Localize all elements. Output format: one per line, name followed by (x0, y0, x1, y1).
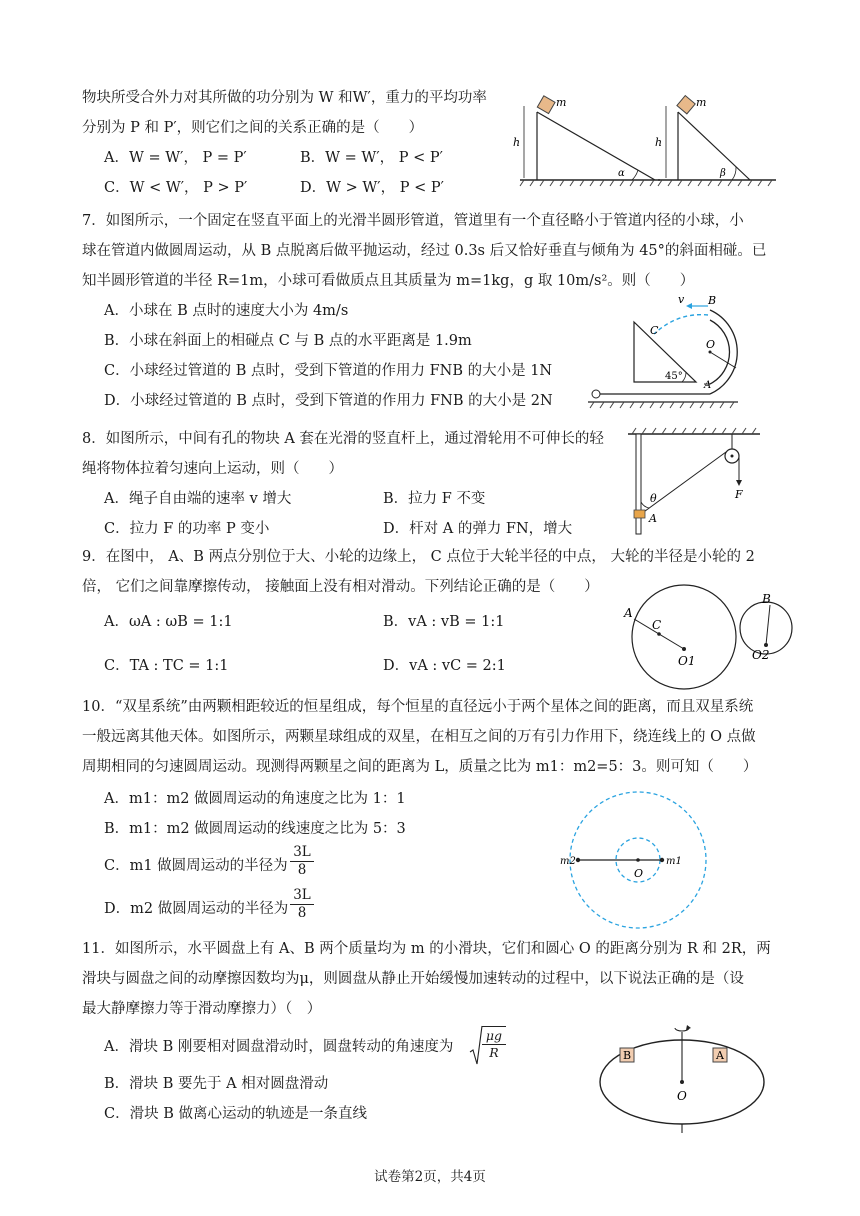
q9-fig-c: C (652, 618, 662, 632)
q9-line-1: 9．在图中， A、B 两点分别位于大、小轮的边缘上， C 点位于大轮半径的中点， 大轮的半径是小轮的 2 (82, 549, 755, 565)
q11-fig-a: A (716, 1049, 724, 1062)
q10-line-1: 10．“双星系统”由两颗相距较近的恒星组成，每个恒星的直径远小于两个星体之间的距离，而且双星系统 (82, 699, 754, 715)
q10-fraction-c-den: 8 (297, 862, 307, 878)
page-footer: 试卷第2页，共4页 (374, 1169, 486, 1185)
q9-option-a: A．ωA : ωB = 1:1 (104, 614, 233, 630)
q10-option-a: A．m1：m2 做圆周运动的角速度之比为 1：1 (104, 791, 406, 807)
q9-fig-a: A (624, 606, 633, 620)
q7-fig-a: A (704, 380, 712, 391)
q7-option-c: C．小球经过管道的 B 点时，受到下管道的作用力 FNB 的大小是 1N (104, 363, 553, 379)
q6-fig-m1: m (556, 96, 567, 109)
q11-sqrt-den: R (489, 1045, 499, 1060)
q10-fraction-d (290, 887, 314, 922)
q8-option-b: B．拉力 F 不变 (383, 491, 486, 507)
q11-line-2: 滑块与圆盘之间的动摩擦因数均为μ，则圆盘从静止开始缓慢加速转动的过程中，以下说法正确的是（设 (82, 971, 744, 987)
q8-line-1: 8．如图所示，中间有孔的物块 A 套在光滑的竖直杆上，通过滑轮用不可伸长的轻 (82, 431, 604, 447)
q8-fig-f: F (735, 488, 743, 501)
q10-fig-o: O (634, 867, 644, 880)
q7-fig-c: C (650, 324, 659, 337)
q11-fig-b: B (623, 1049, 632, 1062)
q11-sqrt-expression (469, 1024, 509, 1066)
q6-option-b: B．W = W′， P < P′ (300, 150, 443, 166)
q11-option-c: C．滑块 B 做离心运动的轨迹是一条直线 (104, 1106, 367, 1122)
q6-incline-figure (510, 92, 780, 192)
q10-option-d: D．m2 做圆周运动的半径为 (104, 901, 289, 917)
q11-option-b: B．滑块 B 要先于 A 相对圆盘滑动 (104, 1076, 329, 1092)
q6-line-2: 分别为 P 和 P′，则它们之间的关系正确的是（ ） (82, 120, 424, 136)
q11-line-3: 最大静摩擦力等于滑动摩擦力）（ ） (82, 1001, 322, 1017)
q11-sqrt-num: μg (482, 1028, 506, 1045)
q9-fig-b: B (762, 592, 771, 606)
q10-option-c: C．m1 做圆周运动的半径为 (104, 858, 288, 874)
q7-fig-v: v (678, 293, 685, 306)
q7-option-d: D．小球经过管道的 B 点时，受到下管道的作用力 FNB 的大小是 2N (104, 393, 553, 409)
q6-option-c: C．W < W′， P > P′ (104, 180, 248, 196)
q7-option-b: B．小球在斜面上的相碰点 C 与 B 点的水平距离是 1.9m (104, 333, 472, 349)
q10-fraction-c (290, 844, 314, 879)
q6-line-1: 物块所受合外力对其所做的功分别为 W 和W′，重力的平均功率 (82, 90, 487, 106)
q10-line-3: 周期相同的匀速圆周运动。现测得两颗星之间的距离为 L，质量之比为 m1：m2=5：3。则可知（ ） (82, 759, 758, 775)
q6-option-d: D．W > W′， P < P′ (300, 180, 444, 196)
q9-line-2: 倍， 它们之间靠摩擦传动， 接触面上没有相对滑动。下列结论正确的是（ ） (82, 579, 599, 595)
q11-option-a: A．滑块 B 刚要相对圆盘滑动时，圆盘转动的角速度为 (104, 1039, 454, 1055)
q10-binary-star-figure (558, 788, 708, 938)
q7-fig-o: O (706, 338, 716, 351)
q9-option-b: B．vA : vB = 1:1 (383, 614, 505, 630)
q8-fig-theta: θ (650, 492, 657, 505)
q9-option-d: D．vA : vC = 2:1 (383, 658, 506, 674)
q6-fig-alpha: α (618, 168, 625, 179)
q11-line-1: 11．如图所示，水平圆盘上有 A、B 两个质量均为 m 的小滑块，它们和圆心 O 的距离分别为 R 和 2R，两 (82, 941, 771, 957)
q7-fig-angle: 45° (665, 371, 683, 382)
q9-fig-o1: O1 (678, 654, 696, 668)
q8-pulley-figure (620, 424, 770, 536)
radical-sign-icon (469, 1024, 483, 1068)
q6-fig-h1: h (513, 136, 521, 149)
q6-option-a: A．W = W′， P = P′ (104, 150, 247, 166)
q7-line-1: 7．如图所示，一个固定在竖直平面上的光滑半圆形管道，管道里有一个直径略小于管道内径的小球，小 (82, 213, 744, 229)
q8-option-a: A．绳子自由端的速率 v 增大 (104, 491, 292, 507)
q6-fig-h2: h (655, 136, 663, 149)
q8-option-c: C．拉力 F 的功率 P 变小 (104, 521, 270, 537)
q9-wheels-figure (616, 583, 796, 693)
q10-option-b: B．m1：m2 做圆周运动的线速度之比为 5：3 (104, 821, 406, 837)
q11-fig-o: O (677, 1089, 687, 1103)
q9-fig-o2: O2 (752, 648, 770, 662)
q7-pipe-figure (588, 290, 778, 410)
q8-line-2: 绳将物体拉着匀速向上运动，则（ ） (82, 461, 343, 477)
q11-disk-figure (596, 1020, 776, 1135)
q10-fig-m2: m2 (560, 856, 576, 867)
q7-option-a: A．小球在 B 点时的速度大小为 4m/s (104, 303, 349, 319)
q6-fig-m2: m (696, 96, 707, 109)
q7-line-3: 知半圆形管道的半径 R=1m，小球可看做质点且其质量为 m=1kg，g 取 10m/s²。则（ ） (82, 273, 695, 289)
q7-line-2: 球在管道内做圆周运动，从 B 点脱离后做平抛运动，经过 0.3s 后又恰好垂直与倾角为 45°的斜面相碰。已 (82, 243, 767, 259)
q10-line-2: 一般远离其他天体。如图所示，两颗星球组成的双星，在相互之间的万有引力作用下，绕连线上的 O 点做 (82, 729, 756, 745)
q8-option-d: D．杆对 A 的弹力 FN，增大 (383, 521, 573, 537)
q9-option-c: C．TA : TC = 1:1 (104, 658, 229, 674)
q8-fig-a: A (649, 512, 657, 525)
q10-fig-m1: m1 (666, 856, 682, 867)
q10-fraction-d-den: 8 (297, 905, 307, 921)
q6-fig-beta: β (720, 168, 726, 179)
q10-fraction-c-num: 3L (290, 844, 314, 862)
q7-fig-b: B (708, 294, 717, 307)
q10-fraction-d-num: 3L (290, 887, 314, 905)
